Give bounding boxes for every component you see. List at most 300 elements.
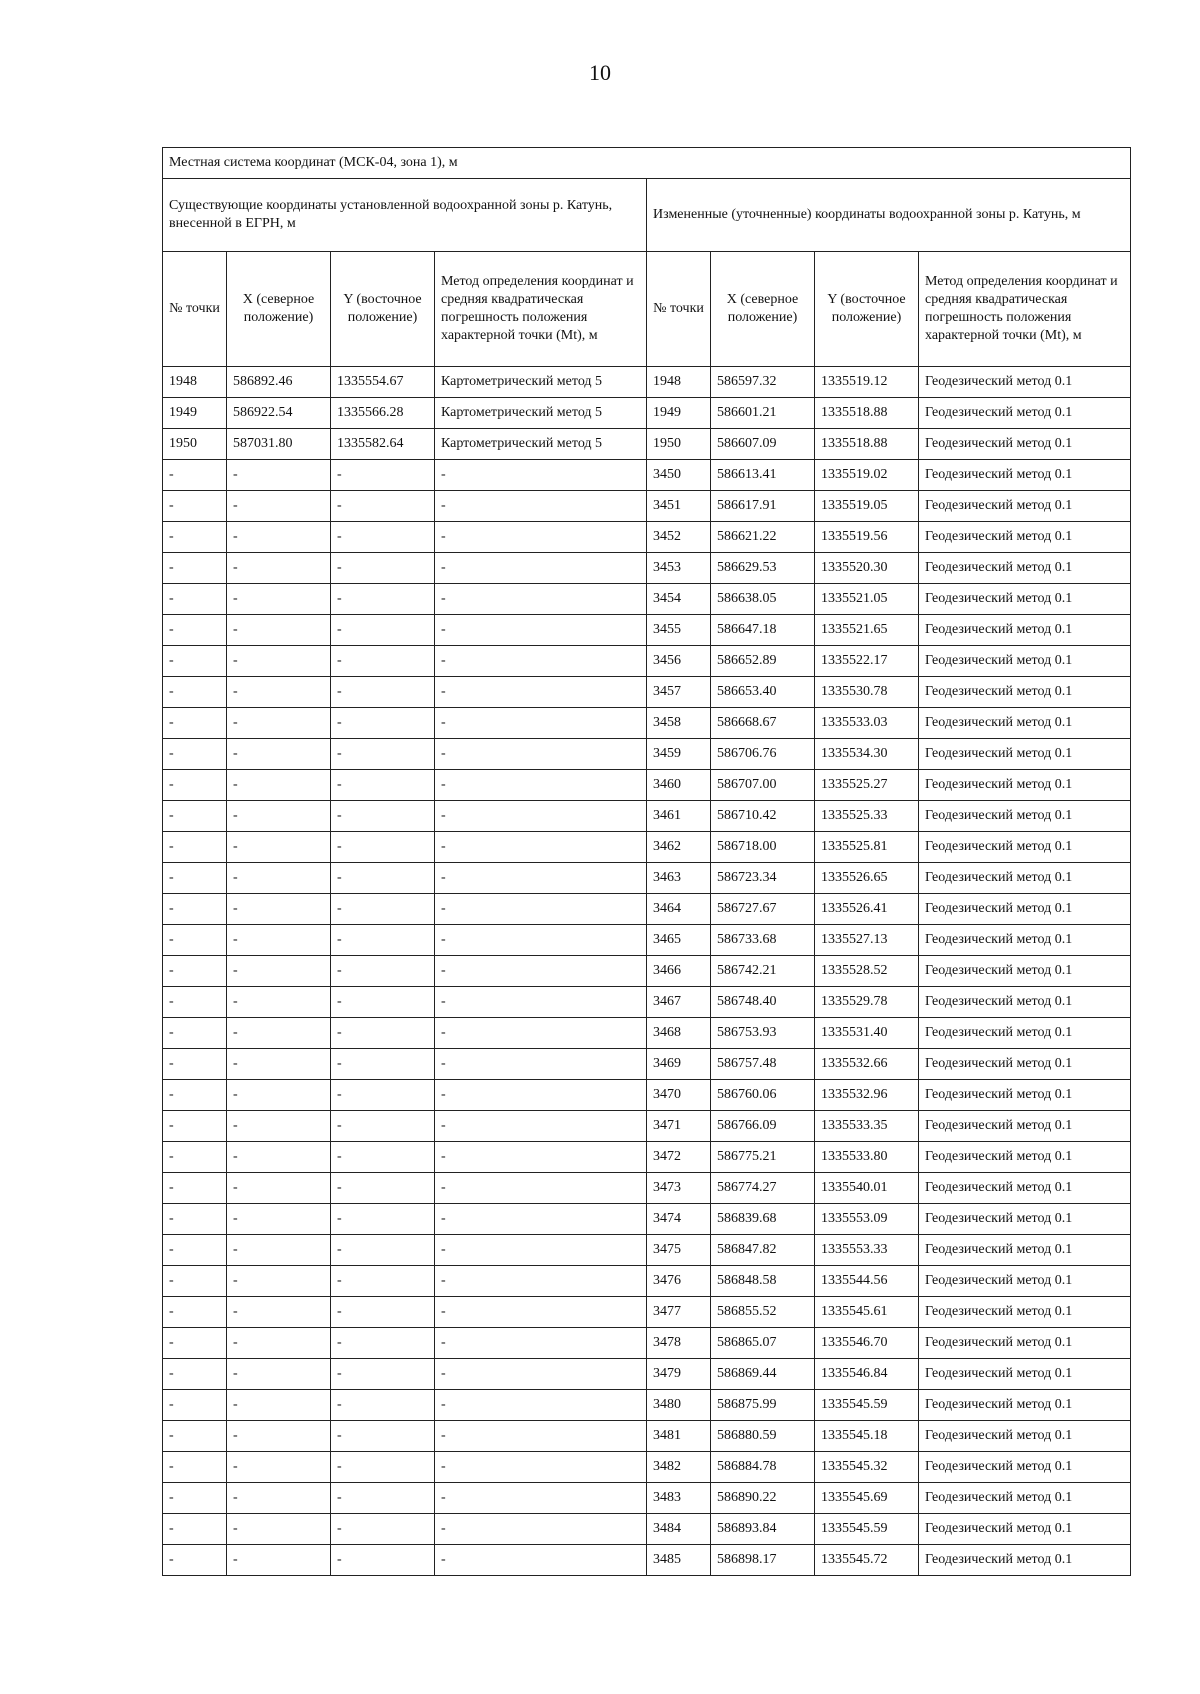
left-point-cell: - <box>163 1359 227 1390</box>
left-method-cell: - <box>435 956 647 987</box>
table-row <box>163 863 1131 894</box>
right-method-cell: Геодезический метод 0.1 <box>919 863 1131 894</box>
left-y-cell: - <box>331 491 435 522</box>
left-point-cell: - <box>163 1173 227 1204</box>
right-x-cell: 586753.93 <box>711 1018 815 1049</box>
left-method-cell: - <box>435 739 647 770</box>
right-method-cell: Геодезический метод 0.1 <box>919 646 1131 677</box>
left-method-cell: - <box>435 1111 647 1142</box>
right-y-cell: 1335553.09 <box>815 1204 919 1235</box>
right-method-cell: Геодезический метод 0.1 <box>919 801 1131 832</box>
right-point-cell: 1950 <box>647 429 711 460</box>
left-x-cell: - <box>227 770 331 801</box>
right-x-cell: 586647.18 <box>711 615 815 646</box>
left-method-cell: - <box>435 460 647 491</box>
left-x-cell: - <box>227 894 331 925</box>
right-point-cell: 3465 <box>647 925 711 956</box>
left-x-cell: - <box>227 491 331 522</box>
left-x-cell: - <box>227 1018 331 1049</box>
left-x-cell: - <box>227 1452 331 1483</box>
left-x-cell: - <box>227 987 331 1018</box>
right-point-cell: 3481 <box>647 1421 711 1452</box>
left-y-cell: - <box>331 1390 435 1421</box>
right-y-cell: 1335533.35 <box>815 1111 919 1142</box>
left-y-cell: - <box>331 646 435 677</box>
left-y-cell: - <box>331 1111 435 1142</box>
right-method-cell: Геодезический метод 0.1 <box>919 987 1131 1018</box>
coordinates-table <box>162 147 1131 1576</box>
right-x-cell: 586875.99 <box>711 1390 815 1421</box>
left-method-cell: - <box>435 553 647 584</box>
left-method-cell: Картометрический метод 5 <box>435 398 647 429</box>
left-point-cell: - <box>163 925 227 956</box>
left-x-cell: - <box>227 553 331 584</box>
right-method-cell: Геодезический метод 0.1 <box>919 1390 1131 1421</box>
left-method-header: Метод определения координат и средняя квадратическая погрешность положения характерной точки (Mt), м <box>435 252 647 367</box>
group-header-row <box>163 179 1131 252</box>
right-x-cell: 586653.40 <box>711 677 815 708</box>
left-y-cell: - <box>331 894 435 925</box>
right-y-cell: 1335545.59 <box>815 1390 919 1421</box>
right-point-cell: 3485 <box>647 1545 711 1576</box>
right-y-cell: 1335533.80 <box>815 1142 919 1173</box>
table-row <box>163 646 1131 677</box>
left-method-cell: Картометрический метод 5 <box>435 367 647 398</box>
right-method-cell: Геодезический метод 0.1 <box>919 1049 1131 1080</box>
right-x-cell: 586607.09 <box>711 429 815 460</box>
left-method-cell: - <box>435 1080 647 1111</box>
right-point-cell: 3469 <box>647 1049 711 1080</box>
right-y-cell: 1335529.78 <box>815 987 919 1018</box>
right-method-cell: Геодезический метод 0.1 <box>919 1235 1131 1266</box>
left-x-cell: 587031.80 <box>227 429 331 460</box>
right-method-cell: Геодезический метод 0.1 <box>919 1545 1131 1576</box>
right-point-cell: 3482 <box>647 1452 711 1483</box>
table-row <box>163 522 1131 553</box>
right-y-cell: 1335532.96 <box>815 1080 919 1111</box>
left-point-cell: - <box>163 646 227 677</box>
right-y-cell: 1335521.05 <box>815 584 919 615</box>
right-point-cell: 3463 <box>647 863 711 894</box>
right-y-cell: 1335525.81 <box>815 832 919 863</box>
left-point-cell: - <box>163 1266 227 1297</box>
left-y-cell: - <box>331 1328 435 1359</box>
left-point-cell: - <box>163 739 227 770</box>
right-y-cell: 1335533.03 <box>815 708 919 739</box>
right-x-cell: 586652.89 <box>711 646 815 677</box>
left-y-cell: 1335554.67 <box>331 367 435 398</box>
right-method-cell: Геодезический метод 0.1 <box>919 429 1131 460</box>
left-method-cell: - <box>435 1545 647 1576</box>
left-y-cell: - <box>331 1452 435 1483</box>
table-title-row <box>163 148 1131 179</box>
left-method-cell: - <box>435 491 647 522</box>
left-x-cell: - <box>227 1545 331 1576</box>
left-method-cell: Картометрический метод 5 <box>435 429 647 460</box>
right-method-cell: Геодезический метод 0.1 <box>919 677 1131 708</box>
left-point-cell: - <box>163 553 227 584</box>
table-row <box>163 801 1131 832</box>
right-x-header: X (северное положение) <box>711 252 815 367</box>
right-point-cell: 3467 <box>647 987 711 1018</box>
left-y-cell: - <box>331 708 435 739</box>
left-method-cell: - <box>435 1390 647 1421</box>
left-y-cell: - <box>331 1080 435 1111</box>
right-y-cell: 1335526.65 <box>815 863 919 894</box>
right-x-cell: 586613.41 <box>711 460 815 491</box>
left-y-cell: - <box>331 832 435 863</box>
table-row <box>163 553 1131 584</box>
right-x-cell: 586855.52 <box>711 1297 815 1328</box>
left-point-cell: - <box>163 863 227 894</box>
column-header-row <box>163 252 1131 367</box>
table-row <box>163 1297 1131 1328</box>
table-row <box>163 615 1131 646</box>
left-method-cell: - <box>435 863 647 894</box>
left-y-cell: - <box>331 863 435 894</box>
right-method-cell: Геодезический метод 0.1 <box>919 1080 1131 1111</box>
right-method-cell: Геодезический метод 0.1 <box>919 367 1131 398</box>
left-method-cell: - <box>435 1297 647 1328</box>
right-x-cell: 586865.07 <box>711 1328 815 1359</box>
right-method-cell: Геодезический метод 0.1 <box>919 956 1131 987</box>
right-y-cell: 1335527.13 <box>815 925 919 956</box>
left-x-cell: - <box>227 863 331 894</box>
right-method-cell: Геодезический метод 0.1 <box>919 708 1131 739</box>
right-y-cell: 1335546.70 <box>815 1328 919 1359</box>
right-x-cell: 586718.00 <box>711 832 815 863</box>
left-point-cell: - <box>163 1421 227 1452</box>
left-y-cell: - <box>331 584 435 615</box>
right-point-cell: 3462 <box>647 832 711 863</box>
left-method-cell: - <box>435 1266 647 1297</box>
right-x-cell: 586890.22 <box>711 1483 815 1514</box>
left-point-cell: 1948 <box>163 367 227 398</box>
left-point-cell: - <box>163 677 227 708</box>
left-point-header: № точки <box>163 252 227 367</box>
left-group-header: Существующие координаты установленной водоохранной зоны р. Катунь, внесенной в ЕГРН, м <box>163 179 647 252</box>
left-method-cell: - <box>435 1452 647 1483</box>
left-method-cell: - <box>435 584 647 615</box>
left-y-cell: - <box>331 522 435 553</box>
left-x-cell: - <box>227 1514 331 1545</box>
table-row <box>163 1204 1131 1235</box>
left-point-cell: - <box>163 1235 227 1266</box>
table-row <box>163 987 1131 1018</box>
left-y-cell: - <box>331 956 435 987</box>
left-point-cell: - <box>163 1111 227 1142</box>
left-x-cell: - <box>227 925 331 956</box>
left-x-cell: - <box>227 1421 331 1452</box>
left-point-cell: - <box>163 956 227 987</box>
left-x-cell: - <box>227 801 331 832</box>
left-point-cell: - <box>163 1142 227 1173</box>
right-x-cell: 586893.84 <box>711 1514 815 1545</box>
left-method-cell: - <box>435 925 647 956</box>
left-point-cell: - <box>163 894 227 925</box>
right-method-cell: Геодезический метод 0.1 <box>919 925 1131 956</box>
right-x-cell: 586839.68 <box>711 1204 815 1235</box>
right-point-cell: 3458 <box>647 708 711 739</box>
left-method-cell: - <box>435 677 647 708</box>
right-x-cell: 586638.05 <box>711 584 815 615</box>
left-y-cell: - <box>331 1545 435 1576</box>
right-point-cell: 3484 <box>647 1514 711 1545</box>
table-row <box>163 894 1131 925</box>
right-method-cell: Геодезический метод 0.1 <box>919 1359 1131 1390</box>
left-x-cell: - <box>227 1142 331 1173</box>
left-x-cell: - <box>227 460 331 491</box>
right-point-cell: 3470 <box>647 1080 711 1111</box>
right-y-cell: 1335519.12 <box>815 367 919 398</box>
table-row <box>163 832 1131 863</box>
table-row <box>163 1018 1131 1049</box>
right-method-cell: Геодезический метод 0.1 <box>919 1142 1131 1173</box>
right-x-cell: 586774.27 <box>711 1173 815 1204</box>
right-x-cell: 586733.68 <box>711 925 815 956</box>
left-point-cell: - <box>163 491 227 522</box>
right-point-cell: 3473 <box>647 1173 711 1204</box>
left-y-cell: - <box>331 1142 435 1173</box>
left-point-cell: - <box>163 584 227 615</box>
left-method-cell: - <box>435 1049 647 1080</box>
left-x-cell: - <box>227 708 331 739</box>
right-point-cell: 3471 <box>647 1111 711 1142</box>
left-method-cell: - <box>435 1421 647 1452</box>
left-y-cell: - <box>331 1173 435 1204</box>
left-y-cell: 1335582.64 <box>331 429 435 460</box>
table-row <box>163 1080 1131 1111</box>
left-method-cell: - <box>435 1018 647 1049</box>
left-point-cell: - <box>163 1204 227 1235</box>
right-method-cell: Геодезический метод 0.1 <box>919 615 1131 646</box>
table-row <box>163 1452 1131 1483</box>
right-method-cell: Геодезический метод 0.1 <box>919 1266 1131 1297</box>
table-row <box>163 429 1131 460</box>
table-row <box>163 1390 1131 1421</box>
right-y-header: Y (восточное положение) <box>815 252 919 367</box>
left-point-cell: - <box>163 1018 227 1049</box>
left-method-cell: - <box>435 1173 647 1204</box>
right-y-cell: 1335528.52 <box>815 956 919 987</box>
left-point-cell: - <box>163 460 227 491</box>
table-row <box>163 1421 1131 1452</box>
left-x-cell: - <box>227 522 331 553</box>
right-x-cell: 586723.34 <box>711 863 815 894</box>
left-x-cell: - <box>227 1328 331 1359</box>
right-method-cell: Геодезический метод 0.1 <box>919 1328 1131 1359</box>
right-y-cell: 1335545.32 <box>815 1452 919 1483</box>
right-point-cell: 3460 <box>647 770 711 801</box>
left-method-cell: - <box>435 1483 647 1514</box>
right-x-cell: 586710.42 <box>711 801 815 832</box>
left-method-cell: - <box>435 1359 647 1390</box>
right-point-cell: 3457 <box>647 677 711 708</box>
left-point-cell: 1949 <box>163 398 227 429</box>
left-method-cell: - <box>435 1204 647 1235</box>
table-row <box>163 1173 1131 1204</box>
right-method-cell: Геодезический метод 0.1 <box>919 1452 1131 1483</box>
table-row <box>163 1111 1131 1142</box>
left-y-cell: - <box>331 987 435 1018</box>
left-x-cell: - <box>227 1080 331 1111</box>
right-method-cell: Геодезический метод 0.1 <box>919 1204 1131 1235</box>
right-x-cell: 586847.82 <box>711 1235 815 1266</box>
right-x-cell: 586757.48 <box>711 1049 815 1080</box>
left-method-cell: - <box>435 615 647 646</box>
left-method-cell: - <box>435 522 647 553</box>
left-method-cell: - <box>435 1514 647 1545</box>
left-y-cell: - <box>331 1049 435 1080</box>
left-y-cell: - <box>331 460 435 491</box>
left-y-cell: - <box>331 1018 435 1049</box>
left-y-cell: - <box>331 615 435 646</box>
right-x-cell: 586668.67 <box>711 708 815 739</box>
left-y-cell: - <box>331 801 435 832</box>
right-y-cell: 1335540.01 <box>815 1173 919 1204</box>
left-method-cell: - <box>435 646 647 677</box>
left-point-cell: - <box>163 832 227 863</box>
table-row <box>163 1142 1131 1173</box>
right-y-cell: 1335522.17 <box>815 646 919 677</box>
left-y-cell: - <box>331 1235 435 1266</box>
left-x-cell: - <box>227 956 331 987</box>
left-point-cell: - <box>163 708 227 739</box>
left-x-cell: - <box>227 1266 331 1297</box>
left-x-cell: 586922.54 <box>227 398 331 429</box>
right-method-cell: Геодезический метод 0.1 <box>919 1483 1131 1514</box>
right-point-cell: 3456 <box>647 646 711 677</box>
right-method-cell: Геодезический метод 0.1 <box>919 460 1131 491</box>
left-x-cell: - <box>227 1390 331 1421</box>
left-x-cell: - <box>227 739 331 770</box>
right-y-cell: 1335545.59 <box>815 1514 919 1545</box>
left-point-cell: - <box>163 987 227 1018</box>
left-point-cell: - <box>163 522 227 553</box>
left-method-cell: - <box>435 1142 647 1173</box>
right-x-cell: 586706.76 <box>711 739 815 770</box>
right-point-cell: 3474 <box>647 1204 711 1235</box>
left-point-cell: - <box>163 1545 227 1576</box>
right-point-cell: 3466 <box>647 956 711 987</box>
table-row <box>163 460 1131 491</box>
left-point-cell: 1950 <box>163 429 227 460</box>
left-x-cell: - <box>227 677 331 708</box>
right-point-cell: 3450 <box>647 460 711 491</box>
right-x-cell: 586748.40 <box>711 987 815 1018</box>
left-point-cell: - <box>163 1390 227 1421</box>
right-y-cell: 1335530.78 <box>815 677 919 708</box>
right-y-cell: 1335545.69 <box>815 1483 919 1514</box>
left-method-cell: - <box>435 894 647 925</box>
right-method-cell: Геодезический метод 0.1 <box>919 491 1131 522</box>
table-title: Местная система координат (МСК-04, зона 1), м <box>163 148 1131 179</box>
left-y-cell: - <box>331 1514 435 1545</box>
left-method-cell: - <box>435 801 647 832</box>
table-row <box>163 1545 1131 1576</box>
right-group-header: Измененные (уточненные) координаты водоохранной зоны р. Катунь, м <box>647 179 1131 252</box>
table-row <box>163 1049 1131 1080</box>
right-point-cell: 3459 <box>647 739 711 770</box>
left-x-cell: - <box>227 646 331 677</box>
right-y-cell: 1335546.84 <box>815 1359 919 1390</box>
right-y-cell: 1335518.88 <box>815 398 919 429</box>
right-y-cell: 1335545.18 <box>815 1421 919 1452</box>
left-y-cell: - <box>331 925 435 956</box>
right-y-cell: 1335545.61 <box>815 1297 919 1328</box>
right-x-cell: 586617.91 <box>711 491 815 522</box>
left-y-cell: - <box>331 1297 435 1328</box>
right-point-cell: 3478 <box>647 1328 711 1359</box>
right-x-cell: 586629.53 <box>711 553 815 584</box>
right-y-cell: 1335525.27 <box>815 770 919 801</box>
left-method-cell: - <box>435 1328 647 1359</box>
left-x-cell: - <box>227 615 331 646</box>
left-x-cell: - <box>227 1111 331 1142</box>
left-point-cell: - <box>163 770 227 801</box>
left-point-cell: - <box>163 801 227 832</box>
right-y-cell: 1335534.30 <box>815 739 919 770</box>
right-point-cell: 3453 <box>647 553 711 584</box>
left-point-cell: - <box>163 1080 227 1111</box>
left-x-cell: - <box>227 584 331 615</box>
page-number: 10 <box>589 60 611 85</box>
right-y-cell: 1335519.05 <box>815 491 919 522</box>
table-row <box>163 1514 1131 1545</box>
left-x-cell: - <box>227 1235 331 1266</box>
left-method-cell: - <box>435 1235 647 1266</box>
right-y-cell: 1335532.66 <box>815 1049 919 1080</box>
left-method-cell: - <box>435 770 647 801</box>
right-x-cell: 586742.21 <box>711 956 815 987</box>
right-y-cell: 1335531.40 <box>815 1018 919 1049</box>
right-method-cell: Геодезический метод 0.1 <box>919 522 1131 553</box>
table-row <box>163 925 1131 956</box>
left-point-cell: - <box>163 1483 227 1514</box>
right-x-cell: 586848.58 <box>711 1266 815 1297</box>
table-row <box>163 1266 1131 1297</box>
left-x-cell: - <box>227 1204 331 1235</box>
left-x-cell: - <box>227 1049 331 1080</box>
right-method-cell: Геодезический метод 0.1 <box>919 553 1131 584</box>
left-y-cell: - <box>331 1421 435 1452</box>
table-row <box>163 677 1131 708</box>
right-x-cell: 586880.59 <box>711 1421 815 1452</box>
right-x-cell: 586775.21 <box>711 1142 815 1173</box>
table-row <box>163 956 1131 987</box>
left-method-cell: - <box>435 708 647 739</box>
right-point-cell: 3461 <box>647 801 711 832</box>
right-x-cell: 586621.22 <box>711 522 815 553</box>
left-y-cell: - <box>331 1266 435 1297</box>
right-point-cell: 3476 <box>647 1266 711 1297</box>
table-row <box>163 708 1131 739</box>
left-x-cell: - <box>227 832 331 863</box>
right-method-header: Метод определения координат и средняя квадратическая погрешность положения характерной точки (Mt), м <box>919 252 1131 367</box>
right-y-cell: 1335518.88 <box>815 429 919 460</box>
right-method-cell: Геодезический метод 0.1 <box>919 584 1131 615</box>
left-y-cell: - <box>331 1483 435 1514</box>
right-y-cell: 1335553.33 <box>815 1235 919 1266</box>
left-point-cell: - <box>163 1328 227 1359</box>
right-y-cell: 1335519.56 <box>815 522 919 553</box>
right-method-cell: Геодезический метод 0.1 <box>919 1111 1131 1142</box>
table-row <box>163 491 1131 522</box>
left-y-cell: - <box>331 1204 435 1235</box>
table-row <box>163 584 1131 615</box>
right-x-cell: 586869.44 <box>711 1359 815 1390</box>
left-y-header: Y (восточное положение) <box>331 252 435 367</box>
